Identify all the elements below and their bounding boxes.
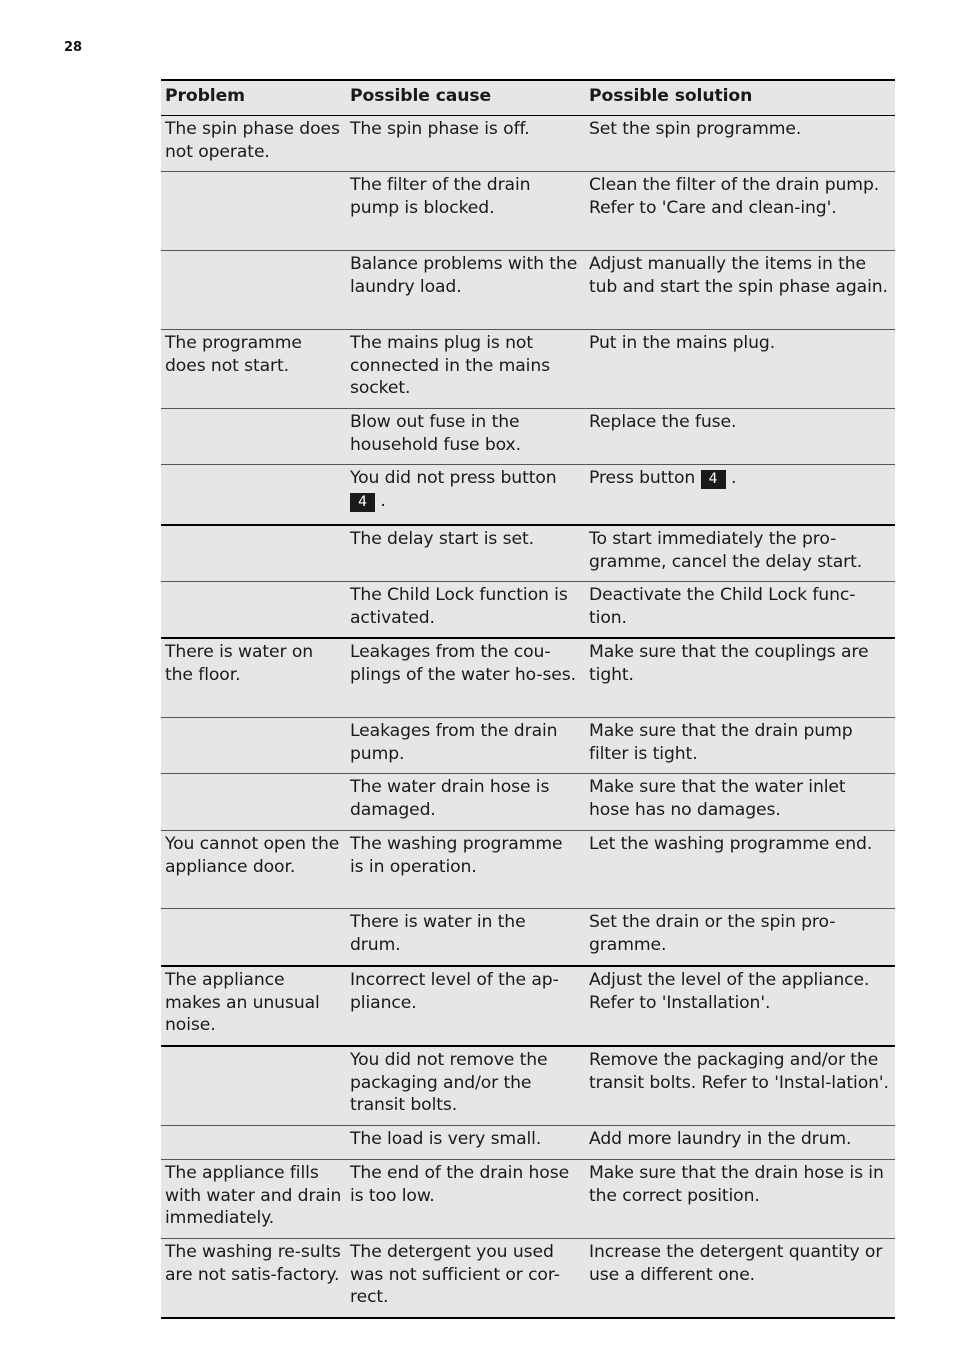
cause-cell <box>346 582 585 639</box>
solution-cell-text: Increase the detergent quantity or use a different one. <box>589 1242 883 1285</box>
cause-cell-text: Leakages from the drain pump. <box>350 721 558 764</box>
table-row <box>161 1126 895 1160</box>
cause-cell-text: Balance problems with the laundry load. <box>350 254 578 297</box>
solution-cell-text: Make sure that the couplings are tight. <box>589 642 869 685</box>
button-4-icon: 4 <box>350 493 375 512</box>
cause-cell <box>346 409 585 465</box>
problem-cell <box>161 582 346 639</box>
problem-cell-text: The washing re-sults are not satis-factory. <box>165 1242 341 1285</box>
table-row <box>161 638 895 718</box>
table-row <box>161 251 895 330</box>
cause-cell-text: The Child Lock function is activated. <box>350 585 568 628</box>
cause-cell <box>346 525 585 582</box>
cause-cell <box>346 251 585 330</box>
problem-cell <box>161 465 346 526</box>
table-row <box>161 330 895 409</box>
cause-cell <box>346 330 585 409</box>
solution-cell-text: To start immediately the pro-gramme, cancel the delay start. <box>589 529 863 572</box>
solution-cell <box>585 638 895 718</box>
problem-cell <box>161 1126 346 1160</box>
solution-cell <box>585 774 895 831</box>
solution-cell <box>585 116 895 172</box>
table-row <box>161 1160 895 1239</box>
problem-cell <box>161 251 346 330</box>
solution-cell-text: Press button <box>589 468 696 488</box>
page-number: 28 <box>64 40 83 55</box>
table-row <box>161 718 895 774</box>
solution-cell <box>585 1126 895 1160</box>
cause-cell <box>346 909 585 967</box>
problem-cell <box>161 1160 346 1239</box>
cause-cell-text: The end of the drain hose is too low. <box>350 1163 570 1206</box>
header-problem: Problem <box>161 80 346 116</box>
solution-cell-suffix: . <box>730 468 737 488</box>
solution-cell <box>585 172 895 251</box>
cause-cell <box>346 718 585 774</box>
cause-cell-suffix: . <box>380 490 386 511</box>
table-body <box>161 116 895 1319</box>
solution-cell-text: Make sure that the drain pump filter is tight. <box>589 721 853 764</box>
table-row <box>161 116 895 172</box>
problem-cell-text: The programme does not start. <box>165 333 302 376</box>
solution-cell <box>585 909 895 967</box>
solution-cell-text: Adjust manually the items in the tub and start the spin phase again. <box>589 254 888 297</box>
problem-cell <box>161 831 346 909</box>
cause-cell-text: Incorrect level of the ap-pliance. <box>350 970 559 1013</box>
cause-cell <box>346 774 585 831</box>
cause-cell <box>346 1160 585 1239</box>
problem-cell <box>161 1239 346 1319</box>
cause-cell-text: The detergent you used was not sufficient or cor-rect. <box>350 1242 560 1307</box>
solution-cell-text: Set the drain or the spin pro-gramme. <box>589 912 836 955</box>
header-possible-cause: Possible cause <box>346 80 585 116</box>
solution-cell-text: Add more laundry in the drum. <box>589 1129 852 1149</box>
solution-cell-text: Deactivate the Child Lock func-tion. <box>589 585 856 628</box>
table-header-row <box>161 80 895 116</box>
solution-cell <box>585 582 895 639</box>
problem-cell <box>161 1046 346 1126</box>
solution-cell-text: Make sure that the water inlet hose has no damages. <box>589 777 846 820</box>
table-row <box>161 831 895 909</box>
cause-cell-text: The washing programme is in operation. <box>350 834 563 877</box>
cause-cell <box>346 116 585 172</box>
solution-cell-text: Make sure that the drain hose is in the correct position. <box>589 1163 884 1206</box>
solution-cell <box>585 1160 895 1239</box>
table-row <box>161 582 895 639</box>
solution-cell <box>585 966 895 1046</box>
problem-cell <box>161 409 346 465</box>
header-possible-solution: Possible solution <box>585 80 895 116</box>
table-row <box>161 1239 895 1319</box>
solution-cell <box>585 1046 895 1126</box>
cause-cell <box>346 1046 585 1126</box>
solution-cell <box>585 251 895 330</box>
solution-cell-text: Put in the mains plug. <box>589 333 776 353</box>
table-row <box>161 774 895 831</box>
problem-cell-text: The appliance makes an unusual noise. <box>165 970 320 1035</box>
cause-cell-text: The spin phase is off. <box>350 119 530 139</box>
cause-cell <box>346 465 585 526</box>
table-row <box>161 909 895 967</box>
table-row <box>161 465 895 526</box>
button-4-icon: 4 <box>701 470 726 489</box>
solution-cell <box>585 525 895 582</box>
solution-cell <box>585 465 895 526</box>
solution-cell-text: Replace the fuse. <box>589 412 737 432</box>
cause-cell <box>346 172 585 251</box>
problem-cell-text: There is water on the floor. <box>165 642 314 685</box>
solution-cell-text: Clean the filter of the drain pump. Refer to 'Care and clean-ing'. <box>589 175 880 218</box>
cause-cell <box>346 1239 585 1319</box>
problem-cell <box>161 774 346 831</box>
cause-cell-text: Blow out fuse in the household fuse box. <box>350 412 521 455</box>
problem-cell <box>161 172 346 251</box>
table-row <box>161 1046 895 1126</box>
cause-cell-text: The filter of the drain pump is blocked. <box>350 175 531 218</box>
solution-cell-text: Remove the packaging and/or the transit bolts. Refer to 'Instal-lation'. <box>589 1050 889 1093</box>
table-row <box>161 172 895 251</box>
problem-cell-text: The appliance fills with water and drain immediately. <box>165 1163 342 1228</box>
solution-cell <box>585 1239 895 1319</box>
cause-cell <box>346 966 585 1046</box>
problem-cell-text: You cannot open the appliance door. <box>165 834 340 877</box>
cause-cell-text: The delay start is set. <box>350 529 534 549</box>
problem-cell <box>161 718 346 774</box>
cause-cell-text: You did not press button <box>350 468 557 488</box>
cause-cell-text: The water drain hose is damaged. <box>350 777 550 820</box>
solution-cell <box>585 330 895 409</box>
solution-cell <box>585 718 895 774</box>
problem-cell <box>161 966 346 1046</box>
cause-cell-text: There is water in the drum. <box>350 912 526 955</box>
problem-cell <box>161 525 346 582</box>
solution-cell-text: Let the washing programme end. <box>589 834 873 854</box>
solution-cell <box>585 831 895 909</box>
cause-cell <box>346 638 585 718</box>
cause-cell <box>346 1126 585 1160</box>
table-row <box>161 409 895 465</box>
table-row <box>161 966 895 1046</box>
problem-cell-text: The spin phase does not operate. <box>165 119 340 162</box>
troubleshooting-table <box>161 79 895 1319</box>
solution-cell-text: Adjust the level of the appliance. Refer to 'Installation'. <box>589 970 870 1013</box>
solution-cell <box>585 409 895 465</box>
problem-cell <box>161 909 346 967</box>
table-row <box>161 525 895 582</box>
cause-cell-text: You did not remove the packaging and/or the transit bolts. <box>350 1050 548 1115</box>
cause-cell-text: The load is very small. <box>350 1129 542 1149</box>
problem-cell <box>161 116 346 172</box>
cause-cell-text: The mains plug is not connected in the mains socket. <box>350 333 550 398</box>
cause-cell <box>346 831 585 909</box>
solution-cell-text: Set the spin programme. <box>589 119 802 139</box>
cause-cell-text: Leakages from the cou-plings of the water ho-ses. <box>350 642 576 685</box>
problem-cell <box>161 638 346 718</box>
problem-cell <box>161 330 346 409</box>
